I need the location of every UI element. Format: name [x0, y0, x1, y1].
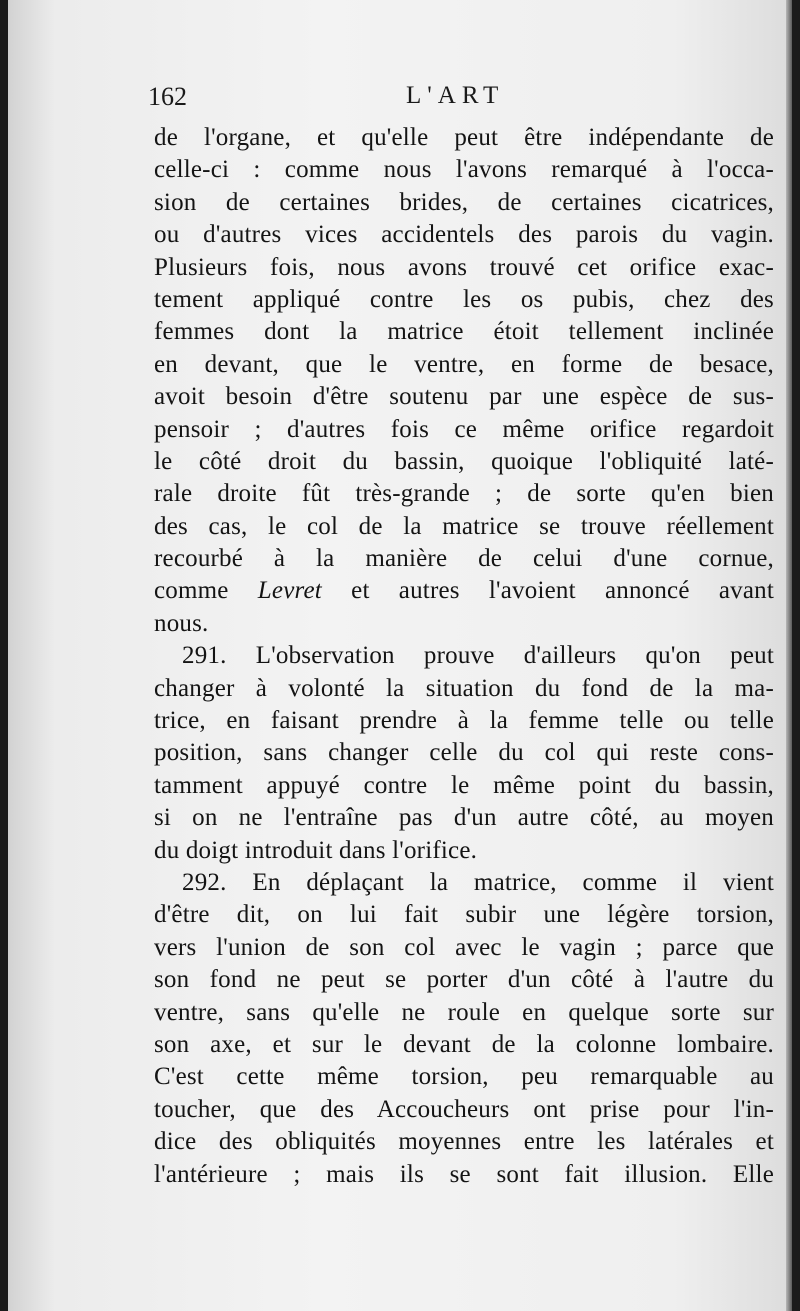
text-line: tement appliqué contre les os pubis, chez des [154, 285, 774, 313]
text-line: position, sans changer celle du col qui reste cons- [154, 739, 774, 767]
text-line: l'antérieure ; mais ils se sont fait illusion. Elle [154, 1160, 774, 1188]
text-line: dice des obliquités moyennes entre les latérales et [154, 1128, 774, 1156]
text-line: C'est cette même torsion, peu remarquable au [154, 1063, 774, 1091]
text-line: en devant, que le ventre, en forme de besace, [154, 350, 774, 378]
body-text [154, 122, 774, 1191]
text-line: tamment appuyé contre le même point du bassin, [154, 771, 774, 799]
text-line: si on ne l'entraîne pas d'un autre côté, au moyen [154, 804, 774, 832]
running-head: L'ART [406, 82, 505, 109]
text-line: de l'organe, et qu'elle peut être indépendante de [154, 124, 774, 151]
text-line: Plusieurs fois, nous avons trouvé cet orifice exac- [154, 253, 774, 281]
text-line: ventre, sans qu'elle ne roule en quelque sorte sur [154, 998, 774, 1026]
text-line: d'être dit, on lui fait subir une légère torsion, [154, 901, 774, 929]
text-line: pensoir ; d'autres fois ce même orifice regardoit [154, 415, 774, 443]
text-line: changer à volonté la situation du fond de la ma- [154, 674, 774, 702]
book-page [8, 0, 792, 1311]
text-line: le côté droit du bassin, quoique l'obliquité laté- [154, 447, 774, 475]
text-line: des cas, le col de la matrice se trouve réellement [154, 512, 774, 540]
paragraph-291-start: 291. L'observation prouve d'ailleurs qu'on peut [182, 642, 774, 670]
text-line: avoit besoin d'être soutenu par une espèce de sus- [154, 383, 774, 411]
text-line: toucher, que des Accoucheurs ont prise pour l'in- [154, 1095, 774, 1123]
text-line: comme Levret et autres l'avoient annoncé avant [154, 577, 774, 605]
text-line: celle-ci : comme nous l'avons remarqué à l'occa- [154, 156, 774, 184]
text-line: femmes dont la matrice étoit tellement inclinée [154, 318, 774, 346]
text-line: trice, en faisant prendre à la femme telle ou telle [154, 707, 774, 735]
page-number: 162 [148, 82, 187, 111]
text-line: recourbé à la manière de celui d'une cornue, [154, 545, 774, 573]
text-line: son fond ne peut se porter d'un côté à l'autre du [154, 966, 774, 994]
page-edge-shadow [786, 0, 792, 1311]
text-line: nous. [154, 609, 209, 637]
text-line: du doigt introduit dans l'orifice. [154, 836, 478, 864]
text-line: son axe, et sur le devant de la colonne lombaire. [154, 1030, 774, 1058]
paragraph-292-start: 292. En déplaçant la matrice, comme il vient [182, 868, 774, 896]
text-line: vers l'union de son col avec le vagin ; parce que [154, 933, 774, 961]
page-header [148, 74, 768, 114]
text-line: sion de certaines brides, de certaines cicatrices, [154, 188, 774, 216]
text-line: rale droite fût très-grande ; de sorte qu'en bien [154, 480, 774, 508]
text-line: ou d'autres vices accidentels des parois du vagin. [154, 221, 774, 249]
